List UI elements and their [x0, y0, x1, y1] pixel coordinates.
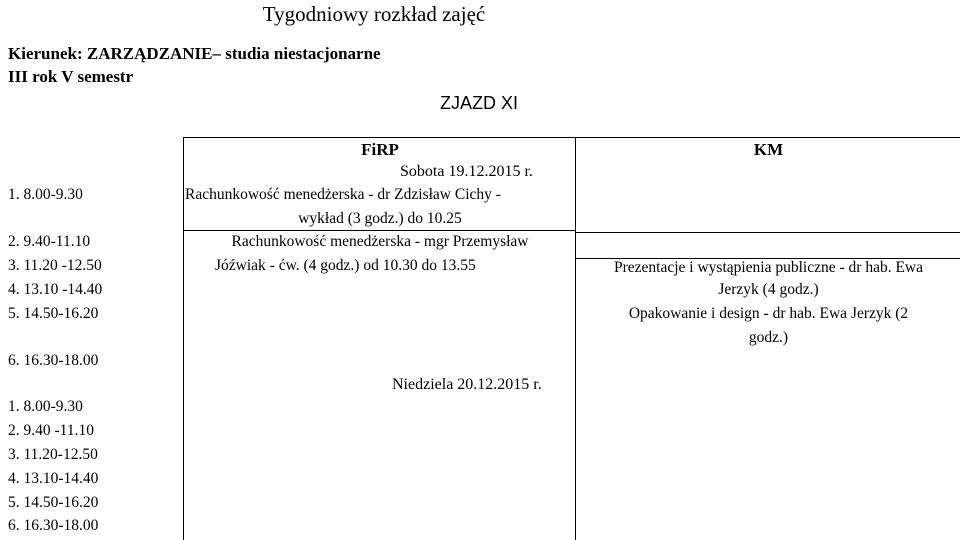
column-header-km: KM [753, 140, 784, 159]
page-title: Tygodniowy rozkład zajęć [262, 2, 486, 26]
firp-class1-line2: wykład (3 godz.) do 10.25 [298, 210, 462, 227]
km-top-row-bottom-border [575, 232, 960, 233]
saturday-slot-3: 3. 11.20 -12.50 [8, 257, 102, 274]
km-class2-line2: godz.) [748, 329, 789, 346]
saturday-slot-1: 1. 8.00-9.30 [8, 186, 83, 203]
sunday-slot-1: 1. 8.00-9.30 [8, 398, 83, 415]
kierunek-label: Kierunek: ZARZĄDZANIE– studia niestacjonarne [8, 44, 381, 63]
sunday-label: Niedziela 20.12.2015 r. [392, 376, 542, 393]
sunday-slot-6: 6. 16.30-18.00 [8, 517, 99, 534]
firp-class1-bottom-border [183, 230, 575, 231]
column-divider-mid [575, 137, 576, 540]
km-class2-line1: Opakowanie i design - dr hab. Ewa Jerzyk (2 [628, 305, 909, 322]
sunday-slot-3: 3. 11.20-12.50 [8, 446, 98, 463]
sunday-slot-2: 2. 9.40 -11.10 [8, 422, 94, 439]
saturday-slot-5: 5. 14.50-16.20 [8, 305, 99, 322]
zjazd-label: ZJAZD XI [440, 93, 519, 113]
saturday-label: Sobota 19.12.2015 r. [400, 163, 533, 180]
column-divider-left [183, 137, 184, 540]
firp-class1-line1: Rachunkowość menedżerska - dr Zdzisław Cichy - [185, 186, 501, 203]
sunday-slot-4: 4. 13.10-14.40 [8, 470, 99, 487]
table-top-border [183, 137, 960, 138]
sunday-slot-5: 5. 14.50-16.20 [8, 494, 99, 511]
km-class1-line1: Prezentacje i wystąpienia publiczne - dr hab. Ewa [613, 259, 923, 276]
firp-class2-line2: Jóźwiak - ćw. (4 godz.) od 10.30 do 13.55 [215, 257, 476, 274]
saturday-slot-2: 2. 9.40-11.10 [8, 233, 91, 250]
column-header-firp: FiRP [361, 140, 399, 159]
firp-class2-line1: Rachunkowość menedżerska - mgr Przemysław [231, 233, 529, 250]
saturday-slot-4: 4. 13.10 -14.40 [8, 281, 103, 298]
km-class1-line2: Jerzyk (4 godz.) [718, 281, 819, 298]
saturday-slot-6: 6. 16.30-18.00 [8, 352, 99, 369]
rok-label: III rok V semestr [8, 67, 134, 86]
